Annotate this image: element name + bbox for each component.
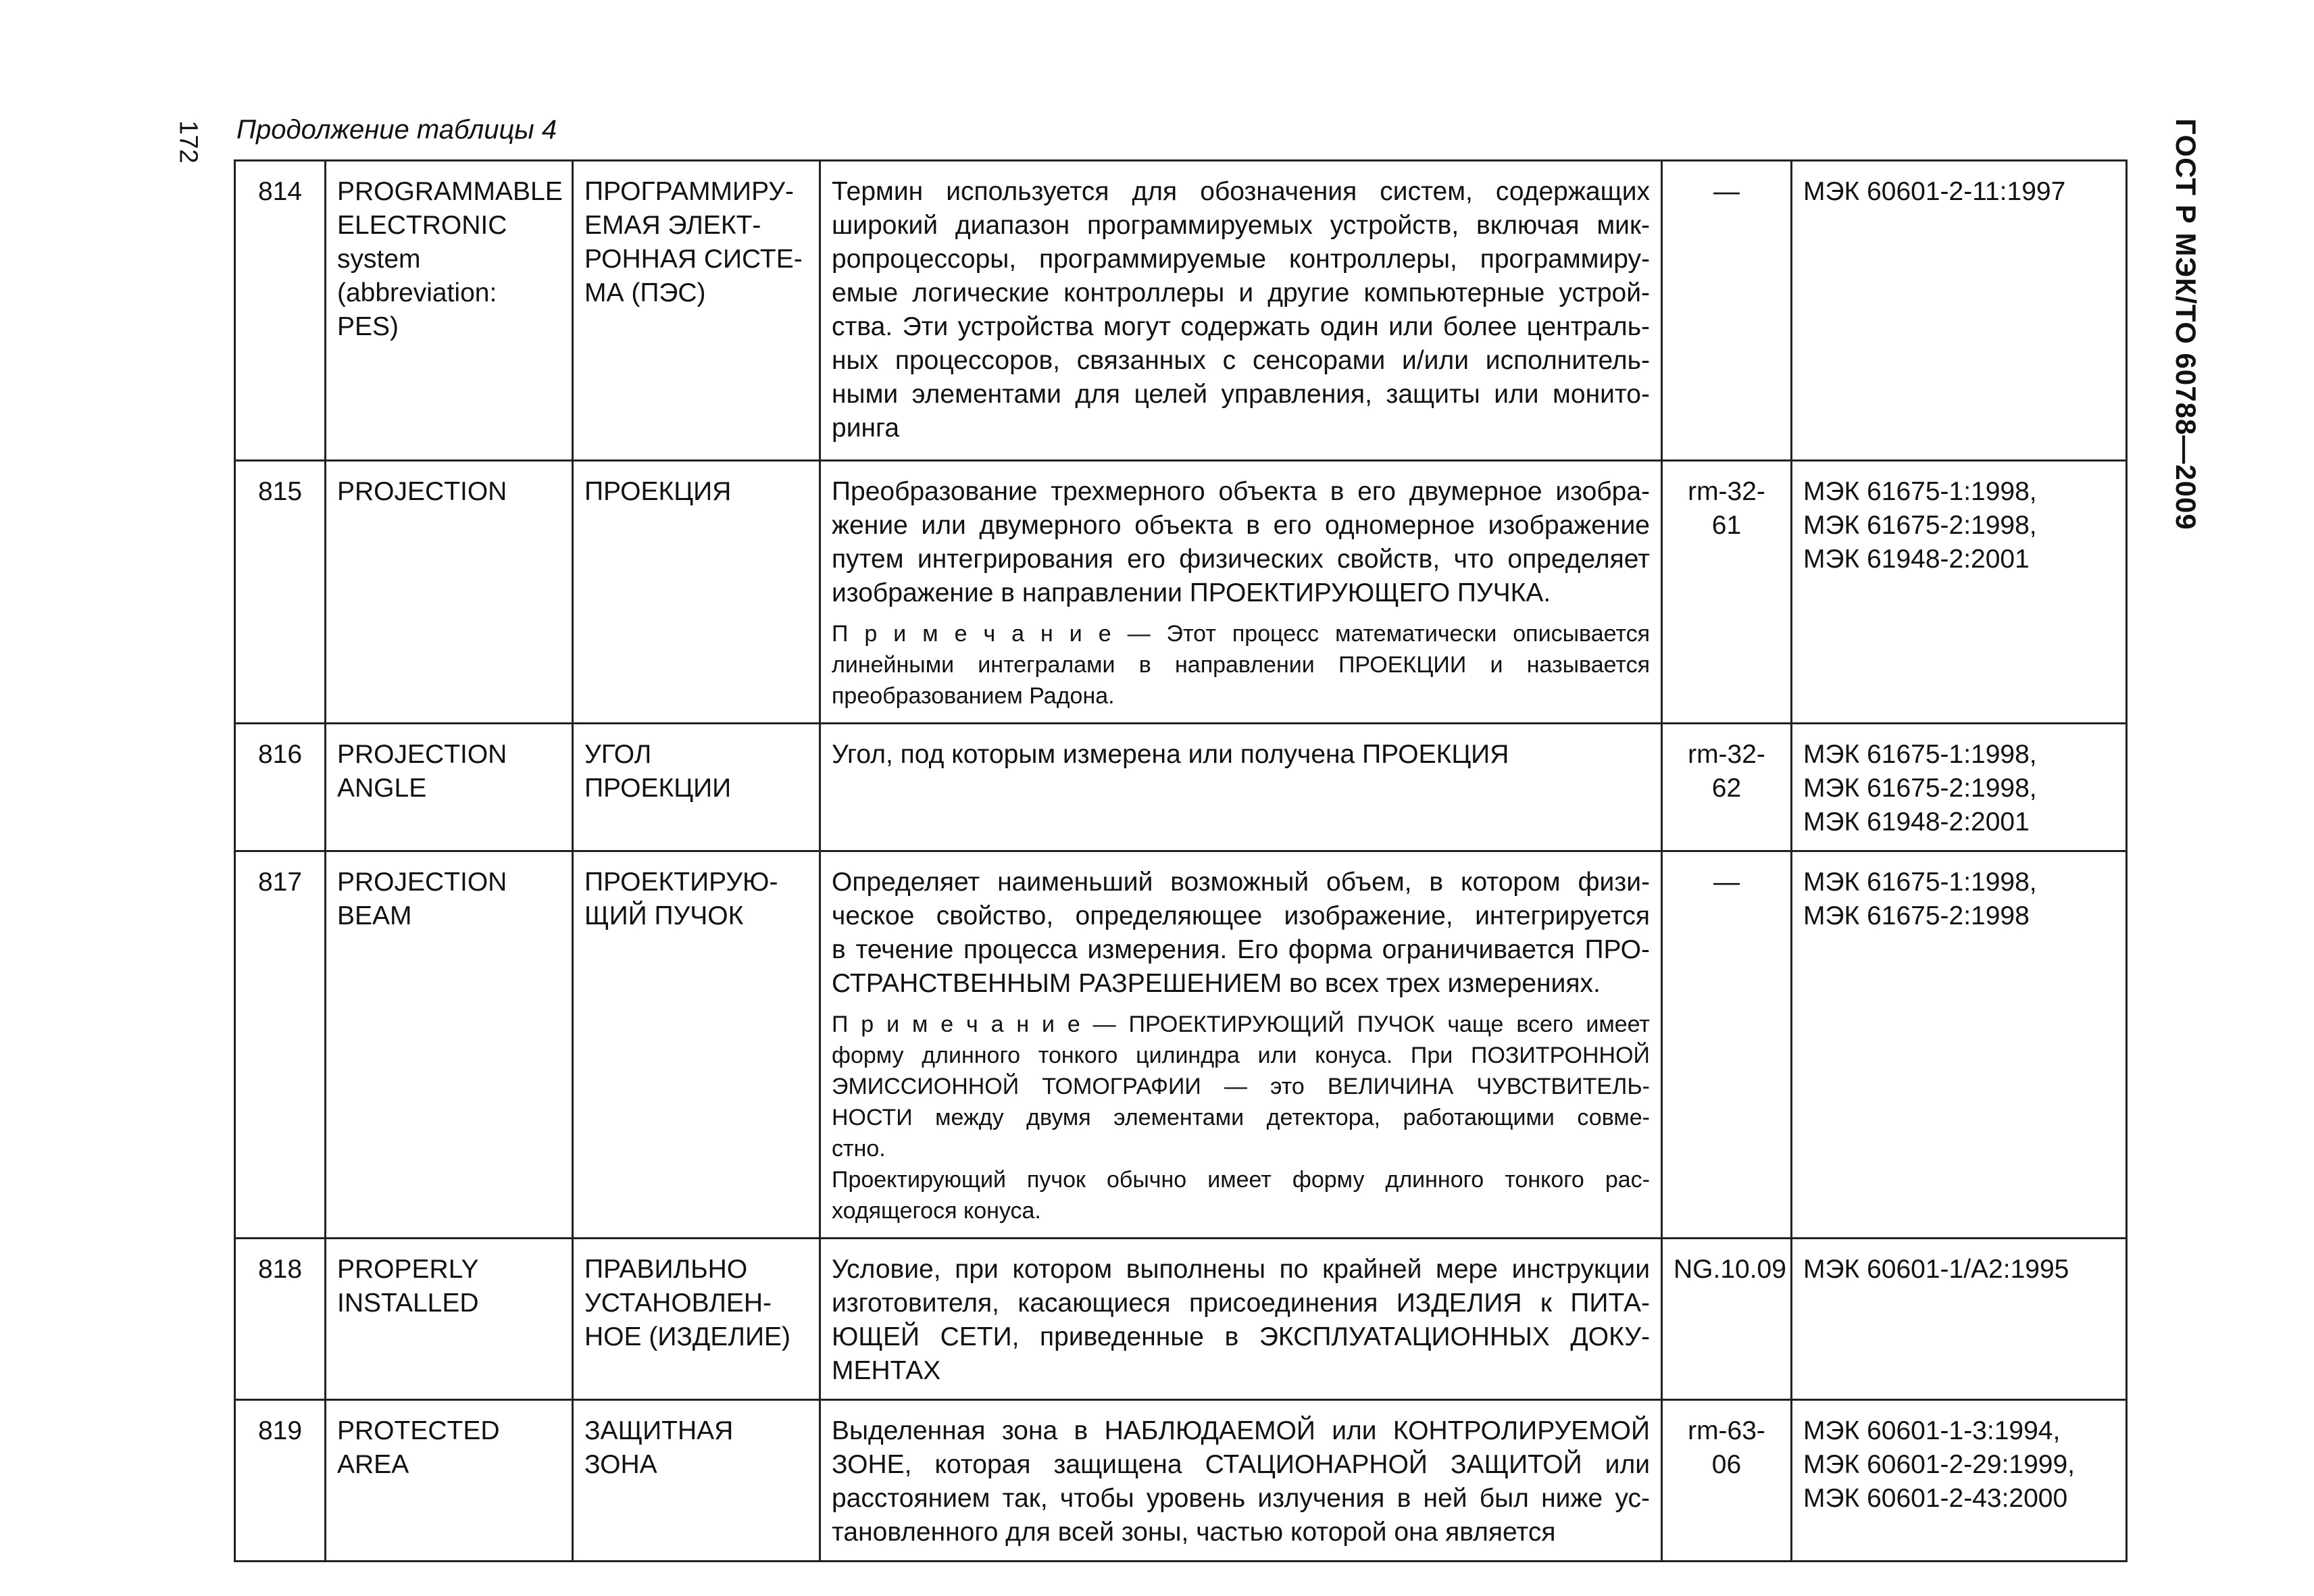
english-term-line: PROPERLY — [337, 1255, 479, 1284]
abbreviation-code: — — [1662, 161, 1792, 461]
term-number: 818 — [235, 1239, 326, 1400]
abbreviation-code: — — [1662, 851, 1792, 1239]
definition-line: в течение процесса измерения. Его форма ограничивается ПРО- — [832, 935, 1650, 964]
terms-table-body — [235, 161, 2127, 1562]
english-term-line: PROJECTION — [337, 740, 507, 769]
reference-standard — [1792, 1239, 2127, 1400]
english-term-line: ELECTRONIC — [337, 211, 507, 240]
definition — [820, 851, 1662, 1239]
russian-term — [573, 461, 820, 724]
english-term-line: (abbreviation: — [337, 278, 497, 307]
reference-standard — [1792, 161, 2127, 461]
document-code — [2155, 115, 2216, 534]
definition — [820, 1400, 1662, 1562]
note-line: линейными интегралами в направлении ПРОЕКЦИИ и называется — [832, 652, 1650, 678]
note-line: П р и м е ч а н и е — Этот процесс математически описывается — [832, 621, 1650, 647]
definition-line: МЕНТАХ — [832, 1356, 941, 1385]
note-line: П р и м е ч а н и е — ПРОЕКТИРУЮЩИЙ ПУЧОК чаще всего имеет — [832, 1012, 1650, 1037]
page-number — [168, 115, 208, 169]
definition-text — [832, 1253, 1650, 1388]
definition — [820, 461, 1662, 724]
reference-line: МЭК 61948-2:2001 — [1803, 807, 2030, 837]
reference-line: МЭК 60601-1/А2:1995 — [1803, 1255, 2069, 1284]
definition-line: ЮЩЕЙ СЕТИ, приведенные в ЭКСПЛУАТАЦИОННЫХ ДОКУ- — [832, 1322, 1650, 1351]
english-term-line: PROJECTION — [337, 477, 507, 506]
term-number: 814 — [235, 161, 326, 461]
russian-term-line: МА (ПЭС) — [584, 278, 706, 307]
table-row — [235, 1239, 2127, 1400]
definition-line: жение или двумерного объекта в его одномерное изображение — [832, 511, 1650, 540]
definition-line: тановленного для всей зоны, частью которой она является — [832, 1518, 1556, 1547]
definition-text — [832, 1414, 1650, 1549]
russian-term-line: ПРОГРАММИРУ- — [584, 177, 794, 206]
definition-line: ства. Эти устройства могут содержать один или более централь- — [832, 312, 1650, 341]
definition-line: СТРАНСТВЕННЫМ РАЗРЕШЕНИЕМ во всех трех измерениях. — [832, 969, 1601, 998]
table-row — [235, 851, 2127, 1239]
abbreviation-code: rm-32-61 — [1662, 461, 1792, 724]
definition-line: ринга — [832, 414, 900, 443]
russian-term-line: ЩИЙ ПУЧОК — [584, 901, 744, 930]
note-line: Проектирующий пучок обычно имеет форму длинного тонкого рас- — [832, 1167, 1650, 1193]
reference-line: МЭК 60601-2-11:1997 — [1803, 177, 2066, 206]
definition-line: изготовителя, касающиеся присоединения ИЗДЕЛИЯ к ПИТА- — [832, 1289, 1650, 1318]
english-term-line: PROTECTED — [337, 1416, 500, 1445]
reference-line: МЭК 61675-2:1998 — [1803, 901, 2030, 930]
term-number: 817 — [235, 851, 326, 1239]
english-term — [326, 1400, 573, 1562]
russian-term-line: ПРОЕКЦИЯ — [584, 477, 732, 506]
english-term — [326, 851, 573, 1239]
abbreviation-code: rm-32-62 — [1662, 724, 1792, 851]
russian-term-line: ЗАЩИТНАЯ — [584, 1416, 734, 1445]
definition-text — [832, 738, 1650, 772]
document-code-text: ГОСТ Р МЭК/ТО 60788—2009 — [2170, 118, 2202, 530]
reference-line: МЭК 61675-1:1998, — [1803, 740, 2037, 769]
russian-term-line: УГОЛ — [584, 740, 652, 769]
table-row — [235, 724, 2127, 851]
english-term-line: BEAM — [337, 901, 412, 930]
definition-line: расстоянием так, чтобы уровень излучения в ней был ниже ус- — [832, 1484, 1650, 1513]
note-line: ЭМИССИОННОЙ ТОМОГРАФИИ — это ВЕЛИЧИНА ЧУВСТВИТЕЛЬ- — [832, 1074, 1650, 1099]
russian-term — [573, 851, 820, 1239]
definition-line: ческое свойство, определяющее изображение, интегрируется — [832, 901, 1650, 930]
term-number: 815 — [235, 461, 326, 724]
reference-line: МЭК 61675-1:1998, — [1803, 477, 2037, 506]
note-line: стно. — [832, 1136, 886, 1162]
definition-note — [832, 618, 1650, 712]
reference-line: МЭК 61675-2:1998, — [1803, 774, 2037, 803]
reference-standard — [1792, 1400, 2127, 1562]
russian-term — [573, 1239, 820, 1400]
definition-text — [832, 475, 1650, 610]
term-number: 816 — [235, 724, 326, 851]
english-term — [326, 724, 573, 851]
russian-term-line: ПРОЕКТИРУЮ- — [584, 868, 778, 897]
english-term-line: INSTALLED — [337, 1289, 479, 1318]
table-row — [235, 461, 2127, 724]
definition-text — [832, 866, 1650, 1001]
russian-term-line: УСТАНОВЛЕН- — [584, 1289, 772, 1318]
definition-line: ЗОНЕ, которая защищена СТАЦИОНАРНОЙ ЗАЩИТОЙ или — [832, 1450, 1650, 1479]
reference-line: МЭК 61675-1:1998, — [1803, 868, 2037, 897]
terms-table — [234, 159, 2128, 1562]
russian-term-line: НОЕ (ИЗДЕЛИЕ) — [584, 1322, 790, 1351]
definition-line: изображение в направлении ПРОЕКТИРУЮЩЕГО ПУЧКА. — [832, 578, 1551, 607]
reference-line: МЭК 60601-1-3:1994, — [1803, 1416, 2061, 1445]
reference-line: МЭК 60601-2-43:2000 — [1803, 1484, 2068, 1513]
definition-line: ных процессоров, связанных с сенсорами и/или исполнитель- — [832, 346, 1650, 375]
definition — [820, 161, 1662, 461]
russian-term-line: ПРОЕКЦИИ — [584, 774, 732, 803]
page-number-text: 172 — [174, 120, 203, 164]
note-line: НОСТИ между двумя элементами детектора, работающими совме- — [832, 1105, 1650, 1130]
english-term — [326, 461, 573, 724]
definition-line: Преобразование трехмерного объекта в его двумерное изобра- — [832, 477, 1650, 506]
russian-term — [573, 1400, 820, 1562]
russian-term-line: ЕМАЯ ЭЛЕКТ- — [584, 211, 761, 240]
english-term-line: PROGRAMMABLE — [337, 177, 563, 206]
english-term — [326, 1239, 573, 1400]
running-title: Продолжение таблицы 4 — [236, 115, 557, 145]
russian-term-line: РОННАЯ СИСТЕ- — [584, 245, 803, 274]
abbreviation-code: NG.10.09 — [1662, 1239, 1792, 1400]
definition-line: ропроцессоры, программируемые контроллеры, программиру- — [832, 245, 1650, 274]
note-line: преобразованием Радона. — [832, 683, 1115, 709]
english-term-line: AREA — [337, 1450, 409, 1479]
reference-line: МЭК 61675-2:1998, — [1803, 511, 2037, 540]
russian-term-line: ЗОНА — [584, 1450, 657, 1479]
definition-note — [832, 1009, 1650, 1164]
term-number: 819 — [235, 1400, 326, 1562]
definition — [820, 724, 1662, 851]
russian-term — [573, 724, 820, 851]
english-term — [326, 161, 573, 461]
russian-term-line: ПРАВИЛЬНО — [584, 1255, 748, 1284]
definition-line: путем интегрирования его физических свойств, что определяет — [832, 545, 1650, 574]
russian-term — [573, 161, 820, 461]
definition-line: Условие, при котором выполнены по крайней мере инструкции — [832, 1255, 1650, 1284]
note-line: форму длинного тонкого цилиндра или конуса. При ПОЗИТРОННОЙ — [832, 1043, 1650, 1068]
reference-standard — [1792, 461, 2127, 724]
reference-line: МЭК 60601-2-29:1999, — [1803, 1450, 2075, 1479]
table-row — [235, 1400, 2127, 1562]
definition-line: ными элементами для целей управления, защиты или монито- — [832, 380, 1650, 409]
definition-line: широкий диапазон программируемых устройств, включая мик- — [832, 211, 1650, 240]
table-row — [235, 161, 2127, 461]
definition-line: емые логические контроллеры и другие компьютерные устрой- — [832, 278, 1650, 307]
reference-standard — [1792, 851, 2127, 1239]
definition — [820, 1239, 1662, 1400]
english-term-line: ANGLE — [337, 774, 427, 803]
definition-text — [832, 175, 1650, 445]
definition-line: Термин используется для обозначения систем, содержащих — [832, 177, 1650, 206]
note-line: ходящегося конуса. — [832, 1198, 1041, 1224]
definition-line: Определяет наименьший возможный объем, в котором физи- — [832, 868, 1650, 897]
definition-line: Угол, под которым измерена или получена ПРОЕКЦИЯ — [832, 740, 1509, 769]
english-term-line: PES) — [337, 312, 399, 341]
definition-line: Выделенная зона в НАБЛЮДАЕМОЙ или КОНТРОЛИРУЕМОЙ — [832, 1416, 1650, 1445]
reference-line: МЭК 61948-2:2001 — [1803, 545, 2030, 574]
definition-note — [832, 1164, 1650, 1226]
english-term-line: PROJECTION — [337, 868, 507, 897]
reference-standard — [1792, 724, 2127, 851]
abbreviation-code: rm-63-06 — [1662, 1400, 1792, 1562]
english-term-line: system — [337, 245, 421, 274]
